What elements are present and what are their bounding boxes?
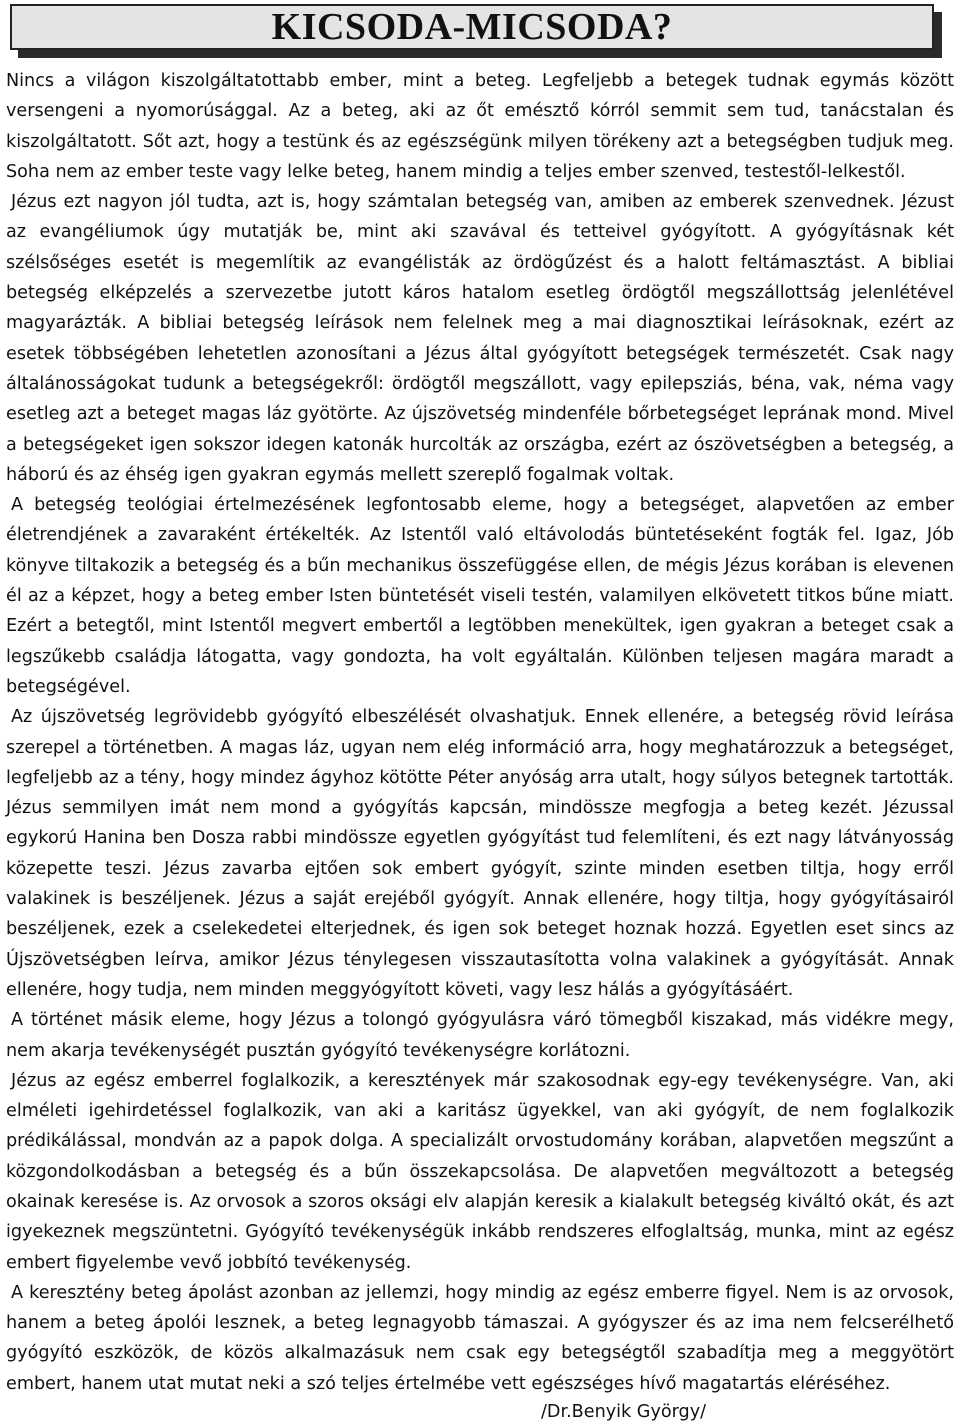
title-box xyxy=(10,4,934,50)
paragraph-short-healing-story: Az újszövetség legrövidebb gyógyító elbeszélését olvashatjuk. Ennek ellenére, a betegség rövid leírása szerepel a történetben. A magas láz, ugyan nem elég információ arra, hogy meghatározzuk a betegséget, legfeljebb az a tény, hogy mindez ágyhoz kötötte Péter anyóság arra utalt, hogy súlyos betegnek tartották. Jézus semmilyen imát nem mond a gyógyítás kapcsán, mindössze megfogja a beteg kezét. Jézussal egykorú Hanina ben Dosza rabbi mindössze egyetlen gyógyítást tud felemlíteni, és ezt nagy látványosság közepette teszi. Jézus zavarba ejtően sok embert gyógyít, szinte minden esetben tiltja, hogy erről valakinek is beszéljenek. Jézus a saját erejéből gyógyít. Annak ellenére, hogy tiltja, hogy gyógyításairól beszéljenek, ezek a cselekedetei elterjednek, és igen sok beteget hoznak hozzá. Egyetlen eset sincs az Újszövetségben leírva, amikor Jézus ténylegesen visszautasította volna valakinek a gyógyítását. Annak ellenére, hogy tudja, nem minden meggyógyított követi, vagy lesz hálás a gyógyításáért. xyxy=(6,707,954,1000)
author-signature: /Dr.Benyik György/ xyxy=(541,1402,707,1422)
paragraph-jesus-healing: Jézus ezt nagyon jól tudta, azt is, hogy számtalan betegség van, amiben az emberek szenvednek. Jézust az evangéliumok úgy mutatják be, mint aki szavával és tetteivel gyógyított. A gyógyításnak két szélsőséges esetét is megemlítik az evangélisták az ördögűzést és a halott feltámasztást. A bibliai betegség elképzelés a szervezetbe jutott káros hatalom esetleg ördögtől megszállottság jelenlétével magyarázták. A bibliai betegség leírások nem felelnek meg a mai diagnosztikai leírásoknak, ezért az esetek többségében lehetetlen azonosítani a Jézus által gyógyított betegségek természetét. Csak nagy általánosságokat tudunk a betegségekről: ördögtől megszállott, vagy epilepsziás, béna, vak, néma vagy esetleg azt a beteget magas láz gyötörte. Az újszövetség mindenféle bőrbetegséget leprának mond. Mivel a betegségeket igen sokszor idegen katonák hurcolták az országba, ezért az ószövetségben a betegség, a háború és az éhség igen gyakran egymás mellett szereplő fogalmak voltak. xyxy=(6,192,954,485)
paragraph-intro: Nincs a világon kiszolgáltatottabb ember, mint a beteg. Legfeljebb a betegek tudnak egymás között versengeni a nyomorúsággal. Az a beteg, aki az őt emésztő kórról semmit sem tud, tanácstalan és kiszolgáltatott. Sőt azt, hogy a testünk és az egészségünk milyen törékeny azt a betegségben tudjuk meg. Soha nem az ember teste vagy lelke beteg, hanem mindig a teljes ember szenved, testestől-lelkestől. xyxy=(6,71,954,182)
paragraph-whole-person: Jézus az egész emberrel foglalkozik, a keresztények már szakosodnak egy-egy tevékenységre. Van, aki elméleti igehirdetéssel foglalkozik, van aki a karitász ügyekkel, van aki gyógyít, de nem foglalkozik prédikálással, mondván az a papok dolga. A specializált orvostudomány korában, alapvetően megszűnt a közgondolkodásban a betegség és a bűn összekapcsolása. De alapvetően megváltozott a betegség okainak keresése is. Az orvosok a szoros oksági elv alapján keresik a kialakult betegség kiváltó okát, és azt igyekeznek megszüntetni. Gyógyító tevékenységük inkább rendszeres elfoglaltság, munka, mint az egész embert figyelembe vevő jobbító tevékenység. xyxy=(6,1070,954,1273)
page-title: KICSODA-MICSODA? xyxy=(271,6,673,48)
title-banner xyxy=(10,4,942,54)
paragraph-theology: A betegség teológiai értelmezésének legfontosabb eleme, hogy a betegséget, alapvetően az ember életrendjének a zavaraként értékelték. Az Istentől való eltávolodás büntetéseként fogták fel. Igaz, Jób könyve tiltakozik a betegség és a bűn mechanikus összefüggése ellen, de mégis Jézus korában is elevenen él az a képzet, hogy a beteg ember Isten büntetését viseli testén, valamilyen elkövetett titkos bűne miatt. Ezért a betegtől, mint Istentől megvert embertől a legtöbben menekültek, igen gyakran a beteget csak a legszűkebb családja látogatta, vagy gondozta, ha volt egyáltalán. Különben teljesen magára maradt a betegségével. xyxy=(6,495,954,697)
article-body xyxy=(6,66,954,1399)
paragraph-story-element: A történet másik eleme, hogy Jézus a tolongó gyógyulásra váró tömegből kiszakad, más vidékre megy, nem akarja tevékenységét pusztán gyógyító tevékenységre korlátozni. xyxy=(6,1010,954,1061)
paragraph-christian-care: A keresztény beteg ápolást azonban az jellemzi, hogy mindig az egész emberre figyel. Nem is az orvosok, hanem a beteg ápolói lesznek, a beteg legnagyobb támaszai. A gyógyszer és az ima nem felcserélhető gyógyító eszközök, de közös alkalmazásuk nem csak egy betegségtől szabadítja meg a meggyötört embert, hanem utat mutat neki a szó teljes értelmébe vett egészséges hívő magatartás eléréséhez. xyxy=(6,1282,954,1394)
closing-paragraph xyxy=(6,1278,954,1399)
